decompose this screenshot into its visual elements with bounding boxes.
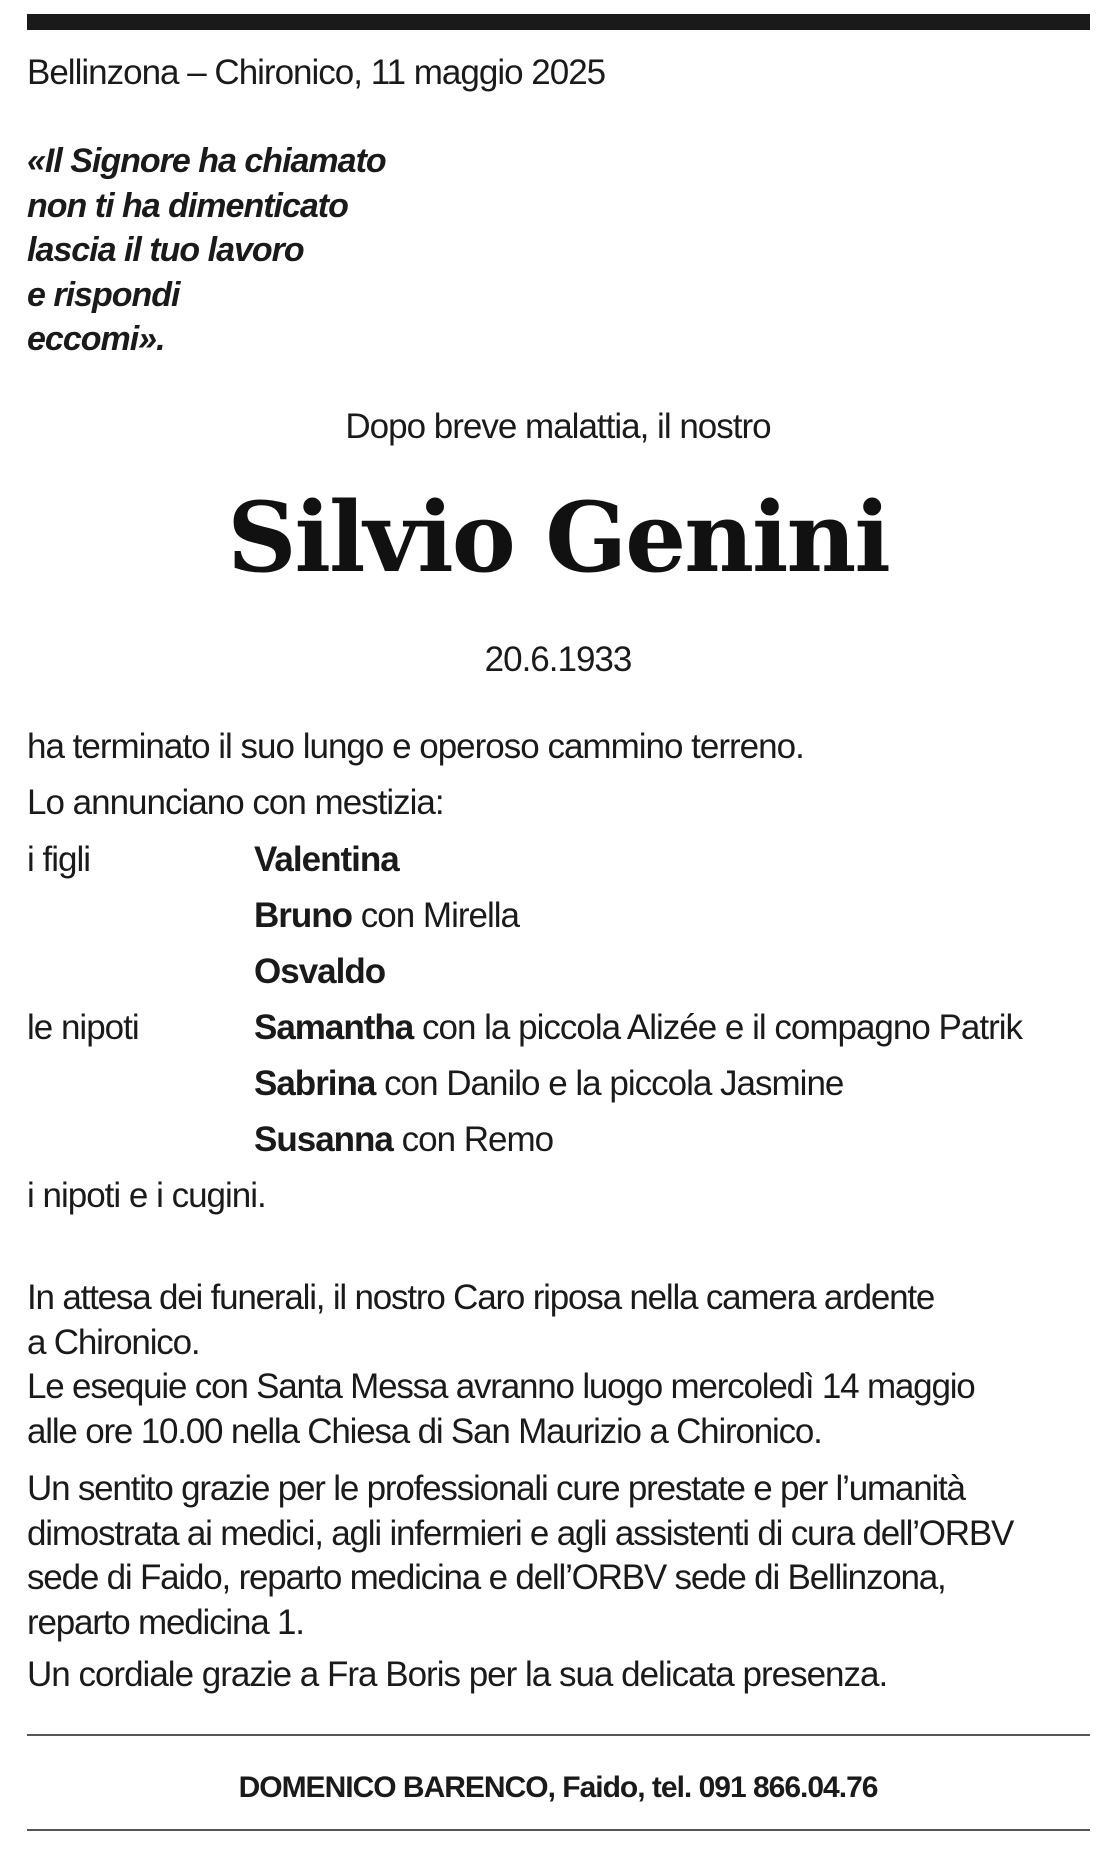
quote-line: eccomi».	[27, 320, 165, 358]
top-rule	[27, 14, 1090, 30]
family-member-name: Valentina	[254, 840, 399, 879]
family-member-name: Susanna	[254, 1120, 393, 1159]
family-member-name: Samantha	[254, 1008, 414, 1047]
thanks-line: sede di Faido, reparto medicina e dell’ORBV sede di Bellinzona,	[27, 1558, 946, 1597]
place-date: Bellinzona – Chironico, 11 maggio 2025	[27, 53, 606, 92]
thanks-line: dimostrata ai medici, agli infermieri e agli assistenti di cura dell’ORBV	[27, 1513, 1014, 1553]
family-relation: i figli	[27, 840, 91, 879]
announcement-line: Lo annunciano con mestizia:	[27, 783, 444, 822]
funeral-line: alle ore 10.00 nella Chiesa di San Maurizio a Chironico.	[27, 1411, 822, 1451]
family-member	[254, 894, 519, 938]
family-member	[254, 838, 399, 882]
quote-block	[27, 139, 386, 362]
intro-text: Dopo breve malattia, il nostro	[345, 407, 771, 446]
family-member-name: Sabrina	[254, 1064, 376, 1103]
thanks-line: Un sentito grazie per le professionali cure prestate e per l’umanità	[27, 1469, 965, 1508]
family-member-detail: con Danilo e la piccola Jasmine	[375, 1064, 844, 1103]
funeral-line: In attesa dei funerali, il nostro Caro riposa nella camera ardente	[27, 1278, 935, 1317]
footer-divider-bottom	[27, 1829, 1090, 1831]
family-member	[254, 1006, 1022, 1050]
funeral-home-info: DOMENICO BARENCO, Faido, tel. 091 866.04.76	[238, 1771, 878, 1804]
quote-line: «Il Signore ha chiamato	[27, 142, 386, 180]
quote-line: lascia il tuo lavoro	[27, 231, 304, 269]
thanks-line: reparto medicina 1.	[27, 1602, 304, 1642]
announcement-line: ha terminato il suo lungo e operoso cammino terreno.	[27, 727, 804, 766]
funeral-paragraph	[27, 1276, 975, 1454]
thanks-final: Un cordiale grazie a Fra Boris per la sua delicata presenza.	[27, 1655, 888, 1694]
family-member-detail: con Mirella	[352, 896, 519, 935]
family-member	[254, 1062, 843, 1106]
birth-date: 20.6.1933	[484, 640, 632, 679]
family-closing: i nipoti e i cugini.	[27, 1176, 266, 1215]
family-member-name: Bruno	[254, 896, 353, 935]
family-member-detail: con Remo	[392, 1120, 554, 1159]
deceased-name: Silvio Genini	[227, 481, 889, 594]
family-member-name: Osvaldo	[254, 952, 386, 991]
quote-line: non ti ha dimenticato	[27, 186, 348, 225]
family-member	[254, 1118, 553, 1162]
thanks-paragraph	[27, 1467, 1013, 1645]
family-relation: le nipoti	[27, 1008, 139, 1047]
family-member-detail: con la piccola Alizée e il compagno Patrik	[413, 1008, 1023, 1047]
funeral-line: Le esequie con Santa Messa avranno luogo mercoledì 14 maggio	[27, 1367, 975, 1406]
funeral-line: a Chironico.	[27, 1322, 200, 1362]
quote-line: e rispondi	[27, 275, 180, 314]
footer-divider-top	[27, 1734, 1090, 1736]
family-member	[254, 950, 385, 994]
